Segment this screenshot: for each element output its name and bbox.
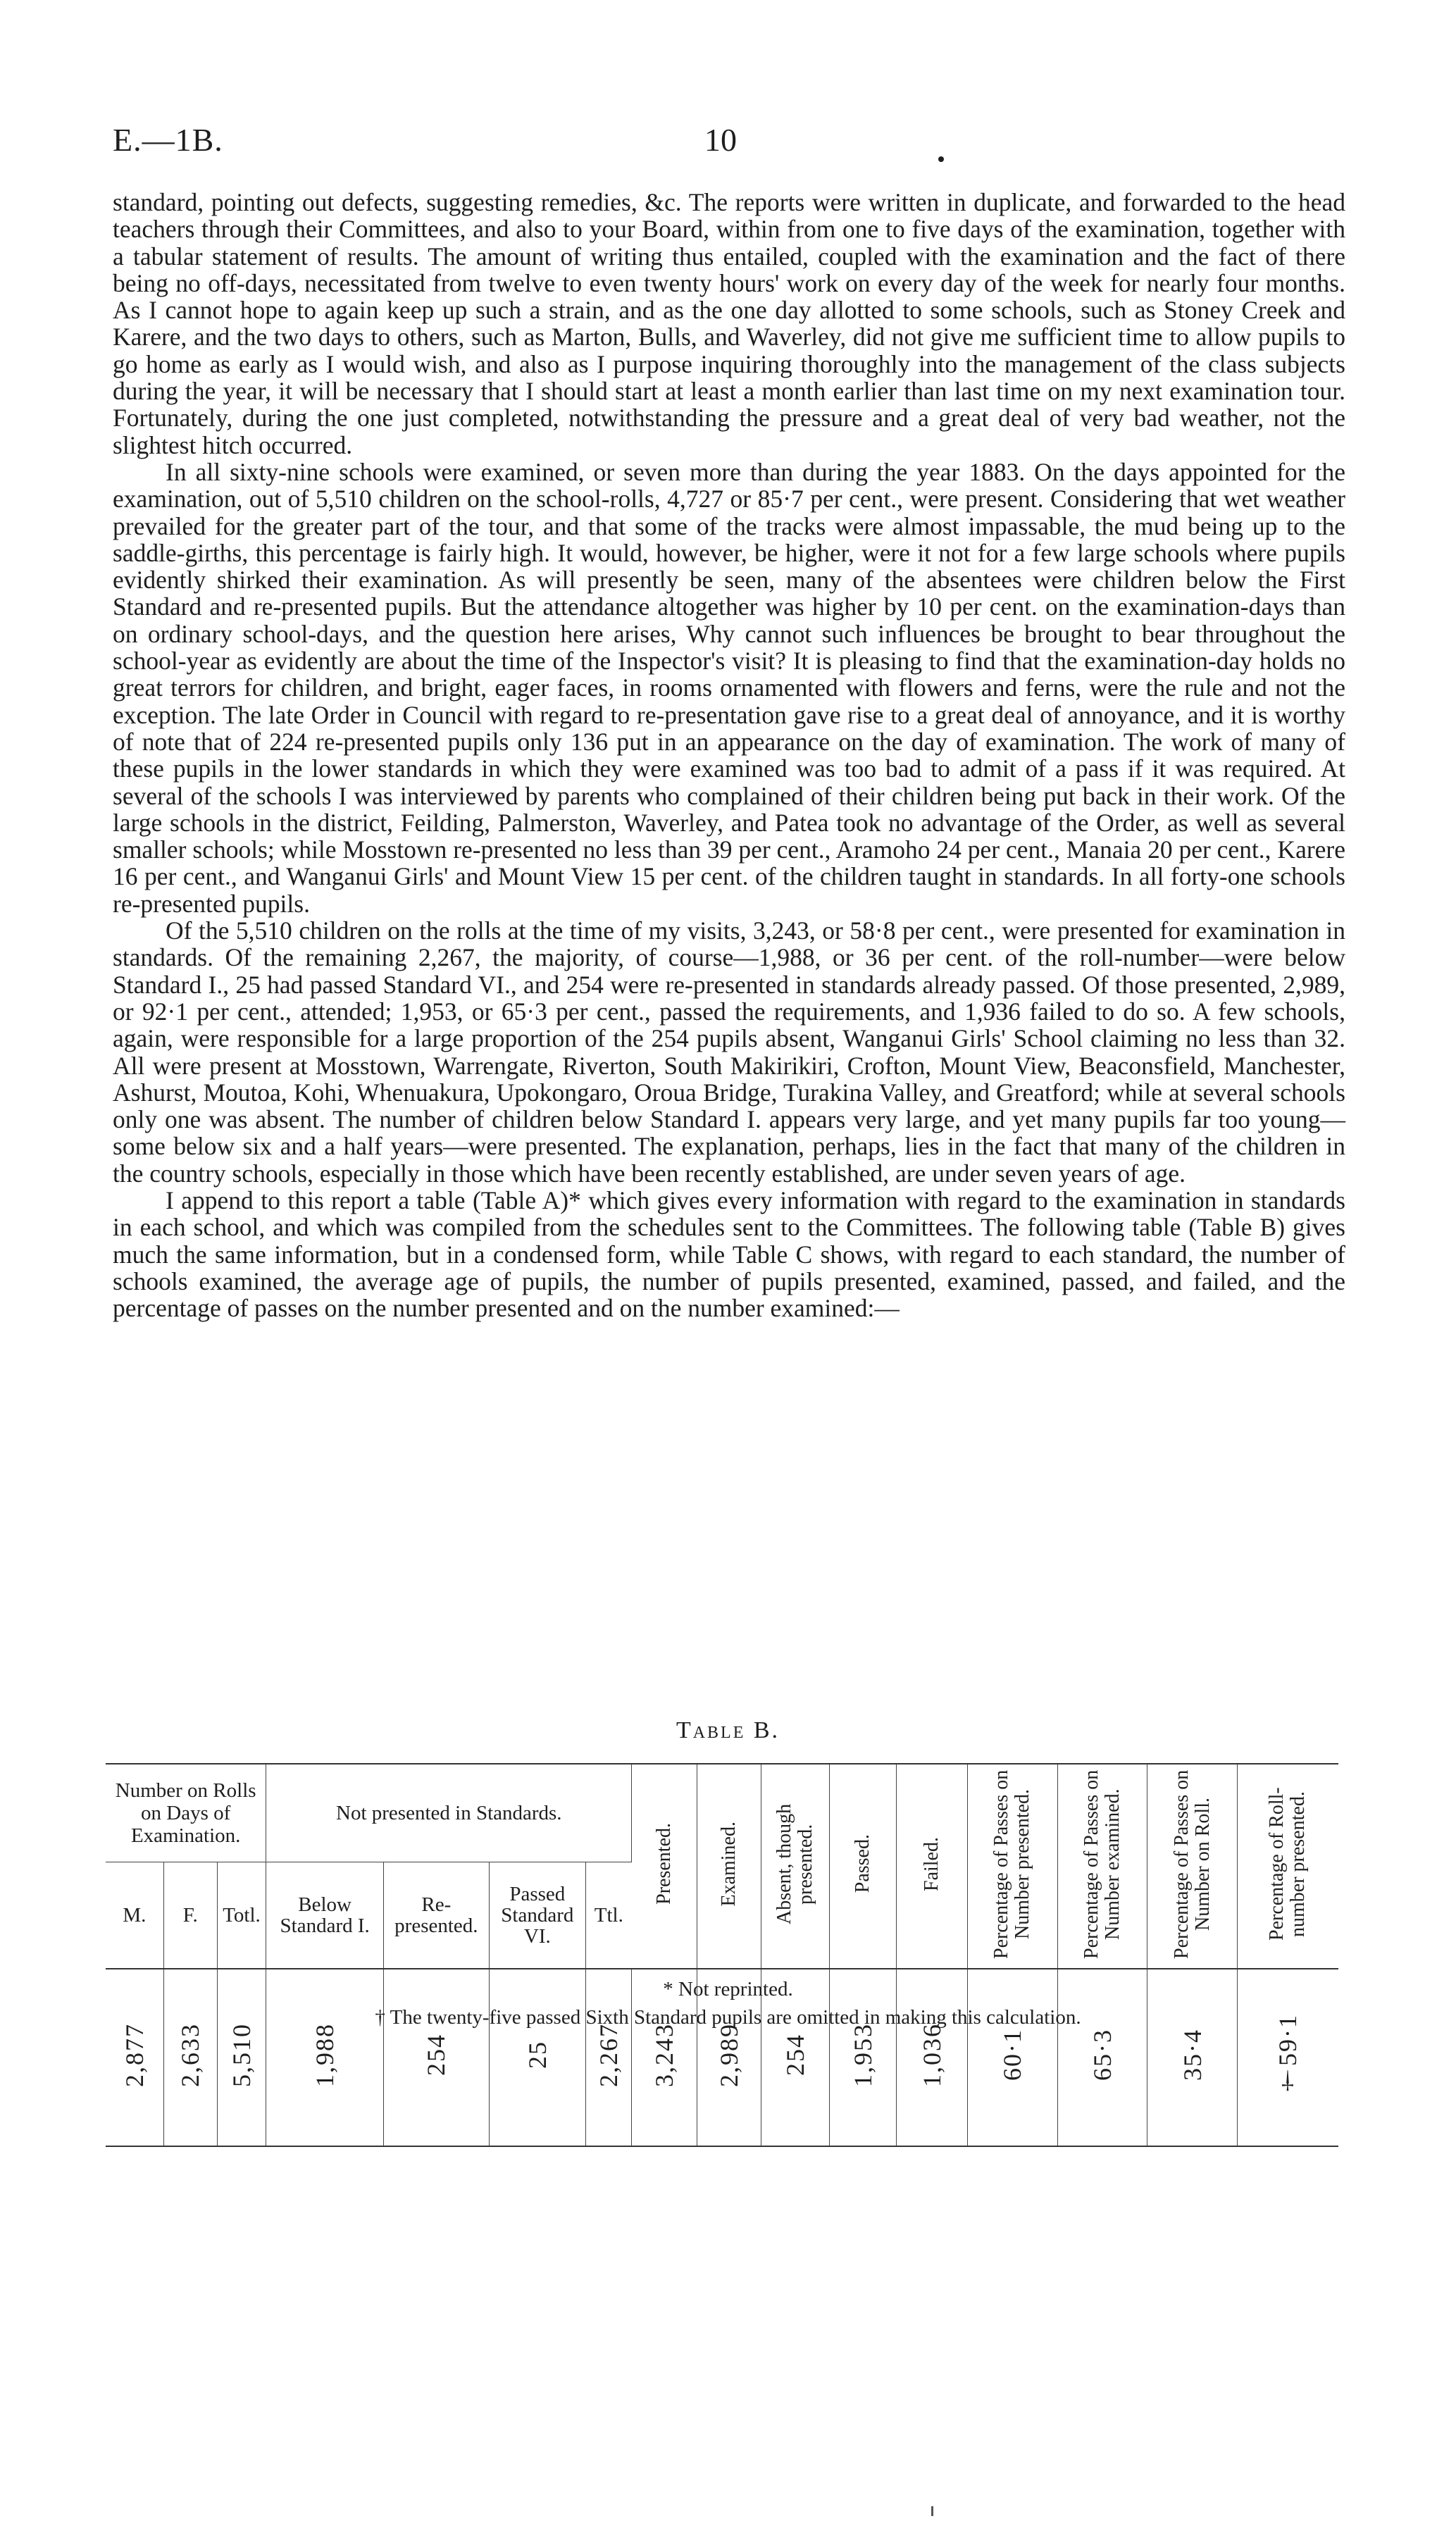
header-passed: Passed. [829, 1764, 896, 1969]
header-roll-group: Number on Rolls on Days of Examination. [106, 1764, 266, 1862]
cell-pct-roll-presented: †59·1 [1237, 1969, 1338, 2146]
paragraph-continued: standard, pointing out defects, suggesting remedies, &c. The reports were written in duplicate, and forwarded to the head teachers through their Committees, and also to your Board, within from one to five days of the examination, together with a tabular statement of results. The amount of writing thus entailed, coupled with the examination and the fact of there being no off-days, necessitated from twelve to even twenty hours' work on every day of the week for nearly four months. As I cannot hope to again keep up such a strain, and as the one day allotted to some schools, such as Stoney Creek and Karere, and the two days to others, such as Marton, Bulls, and Waverley, did not give me sufficient time to allow pupils to go home as early as I would wish, and also as I purpose inquiring thoroughly into the management of the class subjects during the year, it will be necessary that I should start at least a month earlier than last time on my next examination tour. Fortunately, during the one just completed, notwithstanding the pressure and a great deal of very bad weather, not the slightest hitch occurred. [113, 188, 1345, 459]
header-totl: Totl. [217, 1862, 266, 1969]
cell-re-presented: 254 [383, 1969, 489, 2146]
paragraph-examination-attendance: In all sixty-nine schools were examined, or seven more than during the year 1883. On the days appointed for the examination, out of 5,510 children on the school-rolls, 4,727 or 85·7 per cent., were present. Considering that wet weather prevailed for the greater part of the tour, and that some of the tracks were almost impassable, the mud being up to the saddle-girths, this percentage is fairly high. It would, however, be higher, were it not for a few large schools where pupils evidently shirked their examination. As will presently be seen, many of the absentees were children below the First Standard and re-presented pupils. But the attendance altogether was higher by 10 per cent. on the examination-days than on ordinary school-days, and the question here arises, Why cannot such influences be brought to bear throughout the school-year as evidently are about the time of the Inspector's visit? It is pleasing to find that the examination-day holds no great terrors for children, and bright, eager faces, in rooms ornamented with flowers and ferns, were the rule and not the exception. The late Order in Council with regard to re-presentation gave rise to a great deal of annoyance, and it is worthy of note that of 224 re-presented pupils only 136 put in an appearance on the day of examination. The work of many of these pupils in the lower standards in which they were examined was too bad to admit of a pass if it was required. At several of the schools I was interviewed by parents who complained of their children being put back in their work. Of the large schools in the district, Feilding, Palmerston, Waverley, and Patea took no advantage of the Order, as well as several smaller schools; while Mosstown re-presented no less than 39 per cent., Aramoho 24 per cent., Manaia 20 per cent., Karere 16 per cent., and Wanganui Girls' and Mount View 15 per cent. of the children taught in standards. In all forty-one schools re-presented pupils. [113, 457, 1345, 918]
header-failed: Failed. [896, 1764, 967, 1969]
ink-dot [938, 156, 944, 162]
report-body [113, 189, 1345, 1321]
header-not-presented-group: Not presented in Standards. [266, 1764, 632, 1862]
header-below-standard-i: Below Standard I. [266, 1862, 384, 1969]
cell-m: 2,877 [106, 1969, 163, 2146]
cell-passed-standard-vi: 25 [489, 1969, 585, 2146]
cell-passed: 1,953 [829, 1969, 896, 2146]
page-reference: E.—1B. [113, 122, 223, 158]
header-pct-examined: Percentage of Passes on Number examined. [1057, 1764, 1147, 1969]
header-pct-presented: Percentage of Passes on Number presented. [968, 1764, 1058, 1969]
cell-presented: 3,243 [632, 1969, 697, 2146]
cell-pct-presented: 60·1 [968, 1969, 1058, 2146]
header-f: F. [163, 1862, 217, 1969]
cell-f: 2,633 [163, 1969, 217, 2146]
cell-pct-examined: 65·3 [1057, 1969, 1147, 2146]
cell-ttl: 2,267 [585, 1969, 631, 2146]
cell-failed: 1,036 [896, 1969, 967, 2146]
cell-examined: 2,989 [697, 1969, 761, 2146]
table-caption: Table B. [676, 1717, 780, 1743]
cell-absent: 254 [761, 1969, 829, 2146]
cell-pct-roll: 35·4 [1147, 1969, 1238, 2146]
footnote-not-reprinted: * Not reprinted. [663, 1978, 793, 2000]
header-pct-roll-presented: Percentage of Roll-number presented. [1237, 1764, 1338, 1969]
page-number: 10 [704, 122, 737, 158]
header-ttl: Ttl. [585, 1862, 631, 1969]
header-passed-standard-vi: Passed Standard VI. [489, 1862, 585, 1969]
header-re-presented: Re-presented. [383, 1862, 489, 1969]
paragraph-presented-standards: Of the 5,510 children on the rolls at the time of my visits, 3,243, or 58·8 per cent., were presented for examination in standards. Of the remaining 2,267, the majority, of course—1,988, or 36 per cent. of the roll-number—were below Standard I., 25 had passed Standard VI., and 254 were re-presented in standards already passed. Of those presented, 2,989, or 92·1 per cent., attended; 1,953, or 65·3 per cent., passed the requirements, and 1,936 failed to do so. A few schools, again, were responsible for a large proportion of the 254 pupils absent, Wanganui Girls' School claiming no less than 32. All were present at Mosstown, Warrengate, Riverton, South Makirikiri, Crofton, Mount View, Beaconsfield, Manchester, Ashurst, Moutoa, Kohi, Whenuakura, Upokongaro, Oroua Bridge, Turakina Valley, and Greatford; while at several schools only one was absent. The number of children below Standard I. appears very large, and yet many pupils far too young—some below six and a half years—were presented. The explanation, perhaps, lies in the fact that many of the children in the country schools, especially in those which have been recently established, are under seven years of age. [113, 916, 1345, 1188]
header-pct-roll: Percentage of Passes on Number on Roll. [1147, 1764, 1238, 1969]
header-presented: Presented. [632, 1764, 697, 1969]
header-examined: Examined. [697, 1764, 761, 1969]
cell-totl: 5,510 [217, 1969, 266, 2146]
footnote-dagger: † The twenty-five passed Sixth Standard pupils are omitted in making this calculation. [375, 2006, 1081, 2029]
table-b [106, 1763, 1338, 2147]
cell-below-standard-i: 1,988 [266, 1969, 384, 2146]
header-absent: Absent, though presented. [761, 1764, 829, 1969]
paragraph-table-intro: I append to this report a table (Table A)* which gives every information with regard to the examination in standards in each school, and which was compiled from the schedules sent to the Committees. The following table (Table B) gives much the same information, but in a condensed form, while Table C shows, with regard to each standard, the number of schools examined, the average age of pupils, the number of pupils presented, examined, passed, and failed, and the percentage of passes on the number presented and on the number examined:— [113, 1185, 1345, 1323]
header-m: M. [106, 1862, 163, 1969]
scan-mark [931, 2506, 933, 2516]
